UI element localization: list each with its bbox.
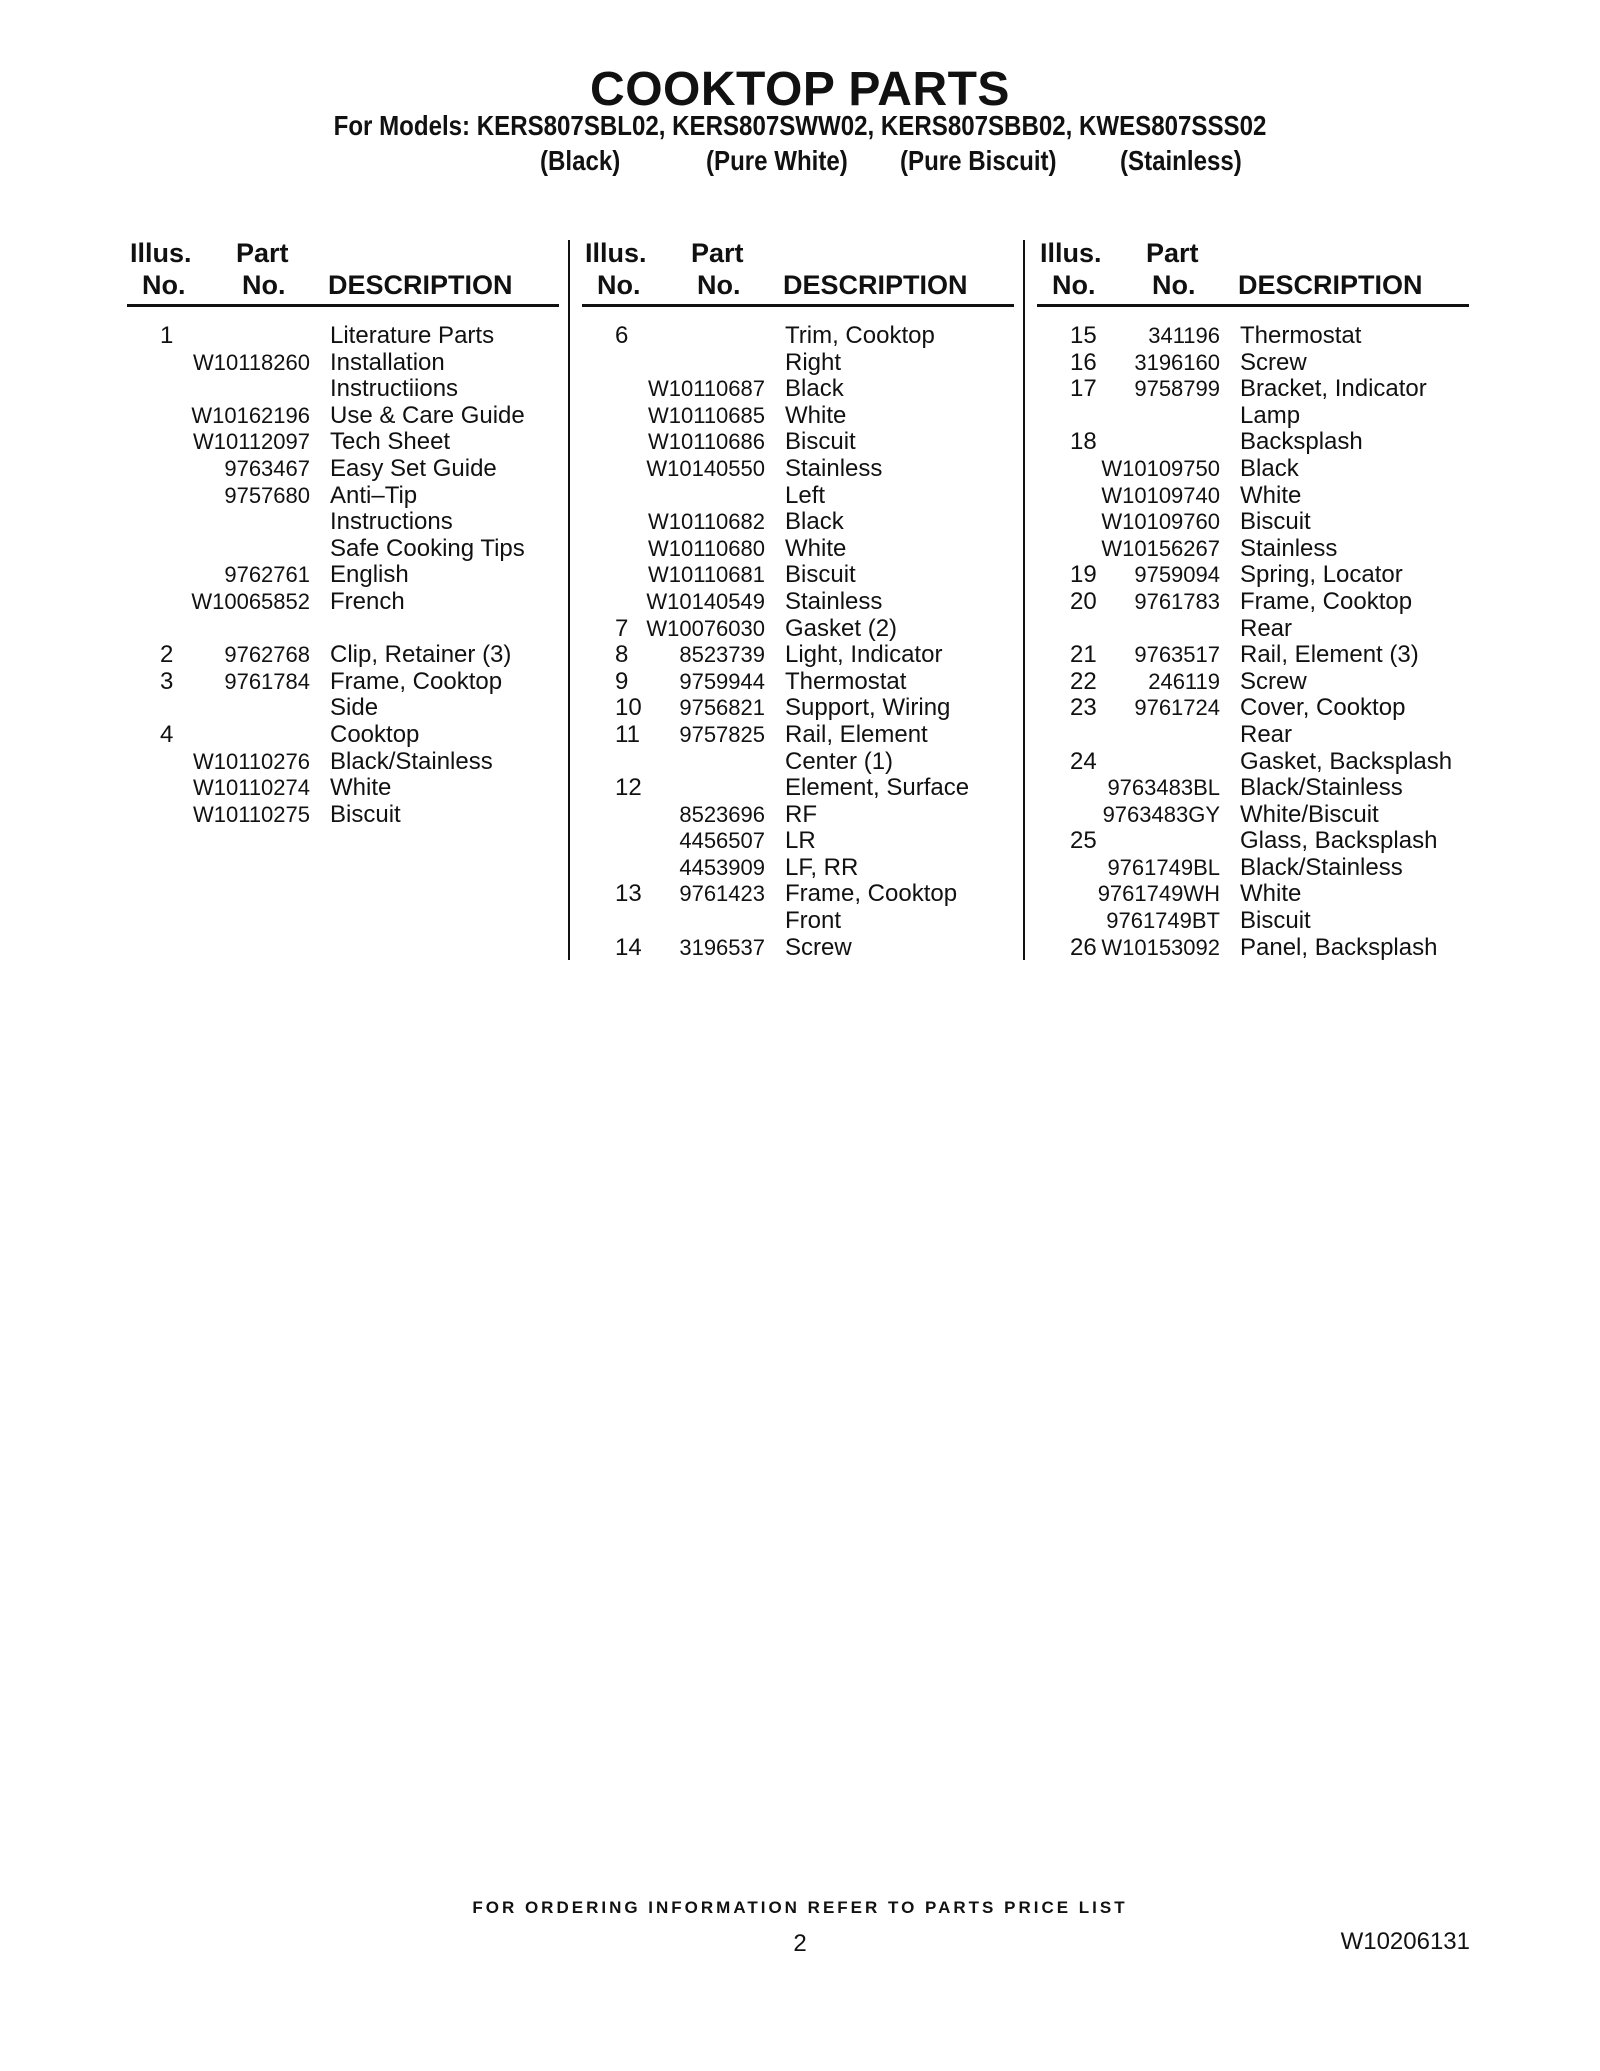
part-description: Stainless: [785, 587, 883, 615]
part-description: Frame, Cooktop: [785, 880, 958, 908]
illus-number: 20: [1070, 587, 1097, 615]
parts-row: [130, 509, 560, 536]
part-description: Rear: [1240, 614, 1293, 642]
parts-row: [130, 775, 560, 802]
parts-row: [585, 881, 1015, 908]
part-description: LF, RR: [785, 853, 859, 881]
part-number: W10156267: [1101, 535, 1220, 561]
parts-row: [585, 935, 1015, 962]
part-description: Center (1): [785, 747, 894, 775]
part-description: White: [1240, 481, 1302, 509]
part-number: 9761724: [1134, 695, 1220, 721]
illus-number: 6: [615, 322, 629, 349]
part-description: Screw: [1240, 348, 1307, 376]
illus-number: 23: [1070, 694, 1097, 722]
parts-row: [1040, 775, 1470, 802]
part-number: W10153092: [1101, 934, 1220, 960]
parts-row: [585, 722, 1015, 749]
part-number: W10162196: [191, 402, 310, 428]
parts-row: [585, 589, 1015, 616]
parts-row: [1040, 483, 1470, 510]
part-number: 9761783: [1134, 588, 1220, 614]
illus-number: 24: [1070, 747, 1097, 775]
parts-row: [1040, 376, 1470, 403]
part-description: Gasket, Backsplash: [1240, 747, 1453, 775]
parts-row: [585, 828, 1015, 855]
illus-number: 16: [1070, 348, 1097, 376]
parts-row: [130, 589, 560, 616]
parts-row: [1040, 456, 1470, 483]
part-description: Black: [1240, 454, 1299, 482]
part-description: Lamp: [1240, 401, 1301, 429]
part-description: Biscuit: [330, 800, 401, 828]
color-stainless: (Stainless): [1120, 145, 1242, 176]
illus-number: 15: [1070, 322, 1097, 349]
parts-row: [585, 802, 1015, 829]
part-number: W10109740: [1101, 482, 1220, 508]
color-black: (Black): [540, 145, 621, 176]
parts-row: [585, 536, 1015, 563]
part-description: Installation: [330, 348, 445, 376]
part-description: Thermostat: [785, 667, 907, 695]
part-number: W10109750: [1101, 455, 1220, 481]
parts-row: [1040, 749, 1470, 776]
part-number: 9759094: [1134, 562, 1220, 588]
parts-column-3: [1040, 238, 1470, 961]
color-pure-white: (Pure White): [706, 145, 848, 176]
part-description: Stainless: [1240, 534, 1338, 562]
part-description: Literature Parts: [330, 322, 495, 349]
parts-row: [585, 749, 1015, 776]
part-description: White: [785, 534, 847, 562]
part-description: Element, Surface: [785, 774, 970, 802]
part-number: 4453909: [679, 854, 765, 880]
part-description: Rail, Element (3): [1240, 641, 1419, 669]
parts-column-1: [130, 238, 560, 828]
models-line: For Models: KERS807SBL02, KERS807SWW02, KERS807SBB02, KWES807SSS02: [333, 110, 1267, 141]
header-no: No.: [597, 270, 641, 300]
part-number: 9758799: [1134, 376, 1220, 402]
part-number: 341196: [1148, 323, 1220, 348]
part-description: White: [785, 401, 847, 429]
illus-number: 13: [615, 880, 642, 908]
part-number: W10110276: [192, 748, 310, 774]
illus-number: 25: [1070, 827, 1097, 855]
part-description: Clip, Retainer (3): [330, 641, 512, 669]
part-description: Biscuit: [785, 428, 856, 456]
parts-row: [585, 562, 1015, 589]
parts-row: [585, 350, 1015, 377]
parts-row: [585, 376, 1015, 403]
part-number: 9759944: [679, 668, 765, 694]
illus-number: 22: [1070, 667, 1097, 695]
column-header: [585, 238, 1015, 302]
parts-row: [585, 323, 1015, 350]
part-description: Bracket, Indicator: [1240, 375, 1427, 403]
part-number: 9763483BL: [1107, 775, 1220, 801]
parts-row: [130, 802, 560, 829]
parts-row: [1040, 403, 1470, 430]
part-description: Black/Stainless: [330, 747, 493, 775]
header-part: Part: [691, 238, 744, 268]
part-description: Biscuit: [1240, 907, 1311, 935]
parts-row: [130, 669, 560, 696]
parts-row: [130, 695, 560, 722]
ordering-note: FOR ORDERING INFORMATION REFER TO PARTS PRICE LIST: [472, 1898, 1128, 1917]
part-description: Biscuit: [1240, 508, 1311, 536]
header-description: DESCRIPTION: [783, 270, 968, 300]
part-number: 4456507: [679, 828, 765, 854]
part-description: Easy Set Guide: [330, 454, 497, 482]
part-description: Light, Indicator: [785, 641, 943, 669]
page-title: COOKTOP PARTS: [590, 63, 1010, 116]
column-header: [130, 238, 560, 302]
part-description: Stainless: [785, 454, 883, 482]
parts-row: [585, 775, 1015, 802]
part-description: LR: [785, 827, 816, 855]
parts-row: [130, 616, 560, 643]
illus-number: 8: [615, 641, 629, 669]
header-rule: [1037, 304, 1469, 307]
part-number: W10110681: [647, 562, 765, 588]
parts-row: [1040, 802, 1470, 829]
part-number: W10112097: [192, 429, 310, 455]
header-no: No.: [1052, 270, 1096, 300]
part-description: Screw: [785, 933, 852, 961]
header-illus: Illus.: [585, 238, 647, 268]
part-number: 9763467: [224, 455, 310, 481]
part-description: Screw: [1240, 667, 1307, 695]
part-description: Support, Wiring: [785, 694, 951, 722]
part-description: White/Biscuit: [1240, 800, 1379, 828]
part-number: W10140549: [646, 588, 765, 614]
parts-row: [1040, 642, 1470, 669]
illus-number: 10: [615, 694, 642, 722]
header-part: Part: [1146, 238, 1199, 268]
illus-number: 14: [615, 933, 642, 961]
part-number: W10110686: [647, 429, 765, 455]
part-number: 9761749BL: [1107, 854, 1220, 880]
parts-row: [130, 536, 560, 563]
illus-number: 19: [1070, 561, 1097, 589]
part-description: RF: [785, 800, 817, 828]
parts-row: [1040, 669, 1470, 696]
part-description: Backsplash: [1240, 428, 1363, 456]
parts-row: [585, 695, 1015, 722]
part-description: Front: [785, 907, 842, 935]
header-illus: Illus.: [1040, 238, 1102, 268]
parts-row: [1040, 562, 1470, 589]
part-description: Trim, Cooktop: [785, 322, 935, 349]
parts-row: [130, 456, 560, 483]
part-number: W10109760: [1101, 509, 1220, 535]
part-description: Instructiions: [330, 375, 459, 403]
parts-row: [585, 483, 1015, 510]
part-number: W10110685: [647, 402, 765, 428]
illus-number: 11: [615, 720, 640, 748]
part-number: 9763483GY: [1102, 801, 1220, 827]
part-number: W10076030: [646, 615, 765, 641]
parts-row: [130, 562, 560, 589]
parts-rows: [585, 323, 1015, 961]
parts-rows: [130, 323, 560, 828]
column-divider: [568, 240, 570, 960]
part-description: Anti–Tip: [330, 481, 418, 509]
part-description: Left: [785, 481, 826, 509]
part-description: French: [330, 587, 405, 615]
part-description: Gasket (2): [785, 614, 898, 642]
parts-row: [585, 908, 1015, 935]
page-number: 2: [793, 1930, 807, 1957]
part-description: Black: [785, 375, 844, 403]
part-description: English: [330, 561, 409, 589]
part-number: 9757825: [679, 721, 765, 747]
parts-row: [1040, 323, 1470, 350]
part-description: Use & Care Guide: [330, 401, 525, 429]
parts-row: [1040, 908, 1470, 935]
illus-number: 3: [160, 667, 174, 695]
illus-number: 4: [160, 720, 174, 748]
parts-row: [1040, 855, 1470, 882]
header-description: DESCRIPTION: [1238, 270, 1423, 300]
part-description: Frame, Cooktop: [330, 667, 503, 695]
parts-row: [1040, 509, 1470, 536]
part-description: Panel, Backsplash: [1240, 933, 1438, 961]
part-number: 8523696: [679, 801, 765, 827]
part-description: Black/Stainless: [1240, 853, 1403, 881]
header-description: DESCRIPTION: [328, 270, 513, 300]
parts-row: [1040, 429, 1470, 456]
part-description: White: [330, 774, 392, 802]
illus-number: 1: [160, 322, 174, 349]
parts-row: [585, 403, 1015, 430]
illus-number: 26: [1070, 933, 1097, 961]
part-description: Spring, Locator: [1240, 561, 1403, 589]
column-divider: [1023, 240, 1025, 960]
parts-row: [585, 855, 1015, 882]
part-description: Frame, Cooktop: [1240, 587, 1413, 615]
parts-row: [585, 429, 1015, 456]
illus-number: 17: [1070, 375, 1097, 403]
parts-rows: [1040, 323, 1470, 961]
parts-row: [130, 749, 560, 776]
column-header: [1040, 238, 1470, 302]
parts-row: [130, 350, 560, 377]
header-rule: [582, 304, 1014, 307]
part-number: 9761423: [679, 881, 765, 907]
parts-row: [1040, 722, 1470, 749]
parts-column-2: [585, 238, 1015, 961]
illus-number: 2: [160, 641, 174, 669]
parts-row: [585, 456, 1015, 483]
header-no: No.: [142, 270, 186, 300]
parts-row: [130, 483, 560, 510]
header-illus: Illus.: [130, 238, 192, 268]
header-no: No.: [1152, 270, 1196, 300]
part-number: W10110274: [192, 775, 310, 801]
part-number: W10110682: [647, 509, 765, 535]
parts-row: [1040, 828, 1470, 855]
part-number: 9762761: [224, 562, 310, 588]
part-description: Cooktop: [330, 720, 420, 748]
part-number: W10110680: [647, 535, 765, 561]
part-description: Rear: [1240, 720, 1293, 748]
part-description: White: [1240, 880, 1302, 908]
part-description: Side: [330, 694, 379, 722]
parts-row: [130, 642, 560, 669]
part-number: W10140550: [646, 455, 765, 481]
part-number: W10065852: [191, 588, 310, 614]
parts-row: [1040, 695, 1470, 722]
part-number: W10118260: [192, 349, 310, 375]
header-part: Part: [236, 238, 289, 268]
part-number: 8523739: [679, 642, 765, 668]
parts-row: [1040, 616, 1470, 643]
parts-row: [130, 323, 560, 350]
parts-row: [1040, 536, 1470, 563]
part-number: 3196537: [679, 934, 765, 960]
part-description: Safe Cooking Tips: [330, 534, 525, 562]
part-number: 9761749WH: [1097, 881, 1220, 907]
header-rule: [127, 304, 559, 307]
parts-row: [130, 376, 560, 403]
parts-row: [585, 642, 1015, 669]
parts-row: [130, 403, 560, 430]
parts-row: [1040, 589, 1470, 616]
parts-row: [130, 429, 560, 456]
part-description: Tech Sheet: [330, 428, 451, 456]
parts-row: [585, 616, 1015, 643]
document-number: W10206131: [1340, 1928, 1470, 1955]
parts-row: [1040, 881, 1470, 908]
part-description: Glass, Backsplash: [1240, 827, 1438, 855]
part-description: Cover, Cooktop: [1240, 694, 1406, 722]
illus-number: 7: [615, 614, 629, 642]
part-number: W10110275: [192, 801, 310, 827]
part-description: Instructions: [330, 508, 453, 536]
part-number: 9756821: [679, 695, 765, 721]
part-description: Right: [785, 348, 842, 376]
illus-number: 18: [1070, 428, 1097, 456]
part-number: W10110687: [647, 376, 765, 402]
part-number: 3196160: [1134, 349, 1220, 375]
part-number: 246119: [1148, 668, 1220, 694]
illus-number: 12: [615, 774, 642, 802]
parts-row: [585, 509, 1015, 536]
part-description: Black: [785, 508, 844, 536]
illus-number: 21: [1070, 641, 1097, 669]
part-number: 9761749BT: [1106, 908, 1220, 934]
part-number: 9757680: [224, 482, 310, 508]
part-description: Rail, Element: [785, 720, 928, 748]
part-number: 9763517: [1134, 642, 1220, 668]
color-pure-biscuit: (Pure Biscuit): [900, 145, 1057, 176]
part-number: 9761784: [224, 668, 310, 694]
header-no: No.: [697, 270, 741, 300]
parts-row: [585, 669, 1015, 696]
parts-row: [1040, 935, 1470, 962]
parts-row: [130, 722, 560, 749]
part-description: Black/Stainless: [1240, 774, 1403, 802]
illus-number: 9: [615, 667, 629, 695]
part-number: 9762768: [224, 642, 310, 668]
part-description: Thermostat: [1240, 322, 1362, 349]
header-no: No.: [242, 270, 286, 300]
parts-row: [1040, 350, 1470, 377]
part-description: Biscuit: [785, 561, 856, 589]
